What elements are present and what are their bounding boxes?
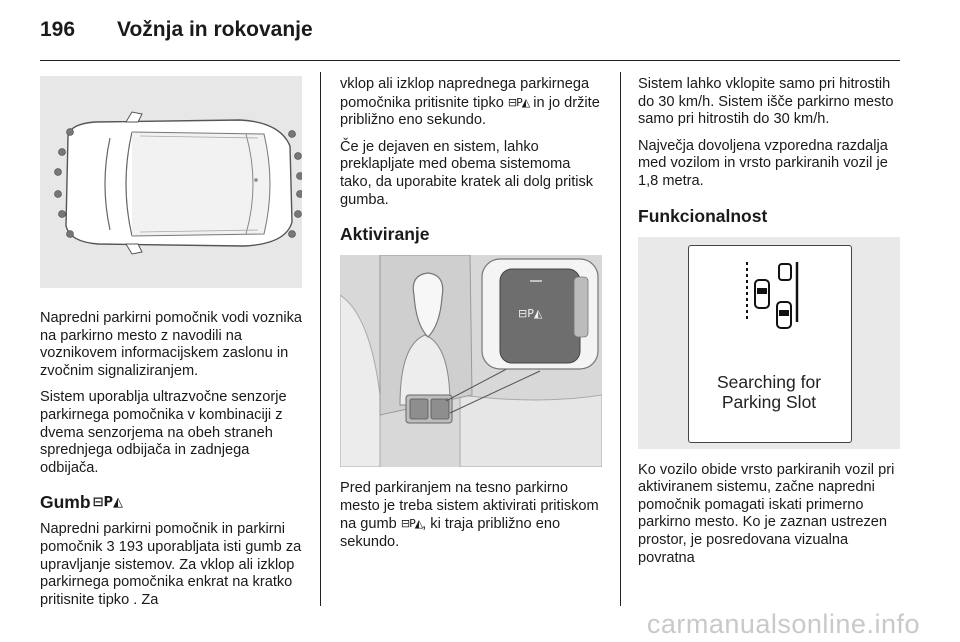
col1-paragraph-3: [40, 521, 302, 609]
car-sensors-figure: [40, 76, 302, 288]
page-header: [40, 18, 313, 48]
col2-p3-part-b: , ki traja približno eno sekundo.: [340, 516, 561, 550]
col3-paragraph-1: Sistem lahko vklopite samo pri hitrostih do 30 km/h. Sistem išče parkirno mesto samo pri hitrostih do 30 km/h.: [638, 76, 894, 128]
col1-paragraph-1: Napredni parkirni pomočnik vodi voznika na parkirno mesto z navodili na voznikovem informacijskem zaslonu in zvočnim signaliziranjem.: [40, 310, 303, 379]
chapter-title: Vožnja in rokovanje: [117, 18, 313, 41]
col3-heading-functionality: Funkcionalnost: [638, 205, 768, 226]
heading-button-text: Gumb: [40, 492, 91, 513]
page-number: 196: [40, 18, 76, 41]
svg-text:⊟P◭: ⊟P◭: [518, 307, 543, 321]
col2-paragraph-2: Če je dejaven en sistem, lahko preklapljate med obema sistemoma tako, da uporabite kratek ali dolg pritisk gumba.: [340, 138, 594, 208]
console-button-figure: [340, 255, 602, 467]
park-assist-button-icon: ⊟P◭: [92, 495, 123, 511]
col1-heading-button: [40, 492, 302, 513]
col2-p1-part-a: vklop ali izklop naprednega parkirnega pomočnika pritisnite tipko: [340, 76, 590, 111]
column-1: [40, 76, 302, 618]
display-screen: [688, 245, 852, 443]
col1-p3-part-b: 193 uporabljata isti gumb za upravljanje sistemov. Za vklop ali izklop parkirnega pomočnika enkrat na kratko pritisnite tipko . Za: [40, 538, 302, 608]
park-assist-button-icon: ⊟P◭: [507, 95, 530, 109]
header-rule: [40, 60, 900, 61]
column-2: [340, 76, 602, 561]
column-divider-1: [320, 72, 321, 606]
park-assist-button-icon: ⊟P◭: [400, 517, 423, 531]
col2-paragraph-3: [340, 480, 602, 551]
watermark: carmanualsonline.info: [646, 609, 920, 639]
display-line-1: Searching for: [716, 371, 822, 392]
page-reference-arrow-icon: 3: [106, 538, 115, 555]
col3-paragraph-2: Največja dovoljena vzporedna razdalja med vozilom in vrsto parkiranih vozil je 1,8 metra.: [638, 137, 888, 189]
console-illustration: [340, 255, 602, 467]
column-divider-2: [620, 72, 621, 606]
col2-p1-part-b: in jo držite približno eno sekundo.: [340, 94, 600, 129]
col1-paragraph-2: Sistem uporablja ultrazvočne senzorje parkirnega pomočnika v kombinaciji z dvema senzorjema na obeh straneh sprednjega odbijača in zadnjega odbijača.: [40, 389, 287, 476]
parking-slot-graphic: [689, 246, 851, 356]
col1-p3-part-a: Napredni parkirni pomočnik in parkirni pomočnik: [40, 521, 285, 555]
display-status-text: [689, 372, 849, 412]
driver-info-display-figure: [638, 237, 900, 449]
car-top-view-illustration: [40, 76, 302, 288]
col3-paragraph-3: Ko vozilo obide vrsto parkiranih vozil pri aktiviranem sistemu, začne napredni pomočnik pomagati iskati primerno parkirno mesto. Ko je zaznan ustrezen prostor, je posredovana vizualna povratna: [638, 461, 895, 566]
column-3: [638, 76, 900, 576]
col2-p3-part-a: Pred parkiranjem na tesno parkirno mesto je treba sistem aktivirati pritiskom na gumb: [340, 480, 599, 533]
col2-paragraph-1: [340, 76, 602, 130]
display-line-2: Parking Slot: [721, 391, 817, 412]
col2-heading-activation: Aktiviranje: [340, 224, 430, 245]
